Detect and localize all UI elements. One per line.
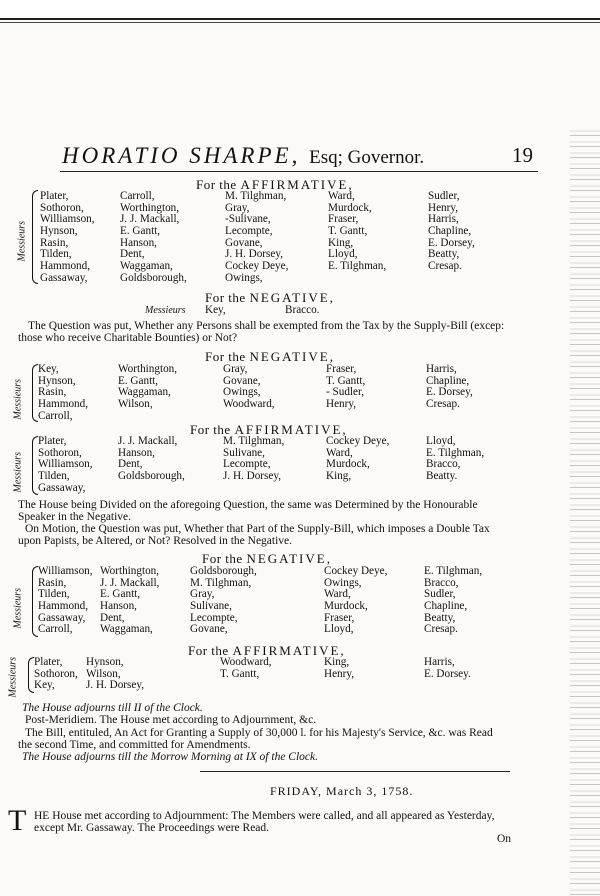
vote-column <box>205 305 226 317</box>
member-name: Lecompte, <box>225 225 273 238</box>
member-name: T. Gantt, <box>326 374 366 387</box>
member-name: Tilden, <box>38 470 70 483</box>
vote-column <box>225 191 288 285</box>
member-name: Murdock, <box>328 201 372 214</box>
member-name: Key, <box>38 363 59 375</box>
member-name: Chapline, <box>426 374 470 387</box>
member-name: M. Tilghman, <box>190 576 252 589</box>
member-name: Govane, <box>225 236 263 249</box>
member-name: Owings, <box>225 271 263 284</box>
vote-column <box>424 566 482 636</box>
member-name: Key, <box>205 304 226 316</box>
member-name: Dent, <box>100 611 125 624</box>
top-border-line <box>0 22 600 23</box>
member-name: Fraser, <box>328 213 359 226</box>
vote-column <box>223 364 275 411</box>
section-title-caps: NEGATIVE, <box>249 349 335 364</box>
member-name: Hanson, <box>118 446 155 459</box>
header-esq: Esq; Governor. <box>309 147 425 168</box>
member-name: Sudler, <box>428 190 460 202</box>
member-name: Rasin, <box>38 576 67 589</box>
section-title-prefix: For the <box>196 177 237 192</box>
member-name: J. J. Mackall, <box>120 213 180 226</box>
member-name: King, <box>324 656 350 668</box>
vote-column <box>223 436 284 483</box>
member-name: Sothoron, <box>40 201 84 214</box>
member-name: Bracco. <box>285 304 320 316</box>
vote-column <box>120 191 187 285</box>
adjourn-note-2: The House adjourns till the Morrow Morning at IX of the Clock. <box>22 751 319 763</box>
member-name: Hynson, <box>38 374 76 387</box>
member-name: King, <box>326 470 352 483</box>
member-name: E. Gantt, <box>118 374 159 387</box>
member-name: Murdock, <box>326 458 370 471</box>
member-name: E. Tilghman, <box>424 565 483 577</box>
section-title-prefix: For the <box>202 551 243 566</box>
messieurs-label: Messieurs <box>12 451 24 493</box>
member-name: Beatty, <box>424 611 456 624</box>
member-name: Hynson, <box>40 225 78 238</box>
member-name: E. Gantt, <box>120 225 161 238</box>
vote-column <box>118 364 177 411</box>
member-name: Cresap. <box>424 623 458 636</box>
member-name: Cockey Deye, <box>326 435 390 447</box>
member-name: Govane, <box>223 374 261 387</box>
question-1-line-2: those who receive Charitable Bounties) or Not? <box>18 332 238 344</box>
member-name: Cresap. <box>426 398 460 411</box>
member-name: Plater, <box>40 190 69 202</box>
member-name: Sothoron, <box>38 446 82 459</box>
member-name: Henry, <box>324 667 355 680</box>
member-name: Tilden, <box>40 248 72 261</box>
top-border <box>0 0 600 20</box>
member-name: - Sudler, <box>326 386 365 399</box>
vote-column <box>285 305 319 317</box>
section-title-prefix: For the <box>190 422 231 437</box>
section-rule <box>200 771 510 772</box>
member-name: Worthington, <box>100 565 160 577</box>
catchword: On <box>497 833 512 845</box>
date-line: FRIDAY, March 3, 1758. <box>270 784 414 798</box>
member-name: M. Tilghman, <box>225 190 287 202</box>
vote-column <box>324 566 387 636</box>
member-name: Fraser, <box>324 611 355 624</box>
member-name: Rasin, <box>40 236 69 249</box>
member-name: Beatty, <box>428 248 460 261</box>
member-name: Gassaway, <box>40 271 88 284</box>
member-name: Lecompte, <box>190 611 238 624</box>
messieurs-label: Messieurs <box>145 305 186 316</box>
member-name: Dent, <box>118 458 143 471</box>
section-title-caps: AFFIRMATIVE, <box>232 643 346 658</box>
member-name: E. Tilghman, <box>328 260 387 273</box>
member-name: Harris, <box>428 213 459 226</box>
motion-line-1: On Motion, the Question was put, Whether that Part of the Supply-Bill, which imposes a Double Tax <box>25 523 490 535</box>
vote-column <box>220 657 272 680</box>
member-name: Williamson, <box>38 565 93 577</box>
vote-column <box>426 364 473 411</box>
section-title-prefix: For the <box>188 643 229 658</box>
messieurs-label: Messieurs <box>12 378 24 420</box>
member-name: Waggaman, <box>120 260 173 273</box>
member-name: Goldsborough, <box>118 470 185 483</box>
member-name: Waggaman, <box>100 623 153 636</box>
section-title-caps: AFFIRMATIVE, <box>240 177 354 192</box>
member-name: Sulivane, <box>223 446 265 459</box>
member-name: Bracco, <box>424 576 459 589</box>
member-name: J. J. Mackall, <box>100 576 160 589</box>
vote-column <box>326 364 365 411</box>
section-title-prefix: For the <box>205 290 246 305</box>
page-edge-shadow <box>570 130 600 896</box>
member-name: Rasin, <box>38 386 67 399</box>
member-name: -Sulivane, <box>225 213 271 226</box>
messieurs-label: Messieurs <box>12 587 24 629</box>
vote-column <box>100 566 159 636</box>
member-name: Williamson, <box>38 458 93 471</box>
member-name: Waggaman, <box>118 386 171 399</box>
member-name: Plater, <box>38 435 67 447</box>
vote-column <box>86 657 144 692</box>
member-name: J. J. Mackall, <box>118 435 178 447</box>
member-name: Ward, <box>324 588 351 601</box>
vote-column <box>326 436 389 483</box>
member-name: Key, <box>34 679 55 692</box>
member-name: E. Dorsey, <box>426 386 473 399</box>
post-meridiem-line: Post-Meridiem. The House met according to Adjournment, &c. <box>25 714 317 726</box>
member-name: Ward, <box>326 446 353 459</box>
bill-line-2: the second Time, and committed for Amendments. <box>18 739 251 751</box>
member-name: Woodward, <box>223 398 275 411</box>
member-name: Fraser, <box>326 363 357 375</box>
member-name: Govane, <box>190 623 228 636</box>
closing-line-1: HE House met according to Adjournment: The Members were called, and all appeared as Yesterday, <box>34 810 495 822</box>
member-name: Gassaway, <box>38 611 86 624</box>
member-name: E. Dorsey. <box>424 667 471 680</box>
member-name: T. Gantt, <box>220 667 260 680</box>
bill-line-1: The Bill, entituled, An Act for Granting a Supply of 30,000 l. for his Majesty's Service, &c. was Read <box>25 727 493 739</box>
vote-column <box>324 657 354 680</box>
member-name: Hammond, <box>38 398 89 411</box>
member-name: Sulivane, <box>190 600 232 613</box>
member-name: Lloyd, <box>324 623 354 636</box>
member-name: Sudler, <box>424 588 456 601</box>
member-name: Gray, <box>190 588 215 601</box>
closing-line-2: except Mr. Gassaway. The Proceedings were Read. <box>34 822 270 834</box>
member-name: Gray, <box>225 201 250 214</box>
header-title: HORATIO SHARPE, <box>62 143 301 168</box>
member-name: Henry, <box>326 398 357 411</box>
member-name: Goldsborough, <box>190 565 257 577</box>
member-name: Worthington, <box>118 363 178 375</box>
member-name: Cresap. <box>428 260 462 273</box>
member-name: Hammond, <box>38 600 89 613</box>
member-name: Tilden, <box>38 588 70 601</box>
section-title-caps: NEGATIVE, <box>246 551 332 566</box>
member-name: Chapline, <box>424 600 468 613</box>
section-title-caps: AFFIRMATIVE, <box>234 422 348 437</box>
vote-column <box>38 436 93 494</box>
member-name: E. Gantt, <box>100 588 141 601</box>
adjourn-note-1: The House adjourns till II of the Clock. <box>22 702 203 714</box>
member-name: M. Tilghman, <box>223 435 285 447</box>
member-name: Chapline, <box>428 225 472 238</box>
section-title-prefix: For the <box>205 349 246 364</box>
motion-line-2: upon Papists, be Altered, or Not? Resolved in the Negative. <box>18 535 293 547</box>
member-name: Carroll, <box>120 190 155 202</box>
member-name: Wilson, <box>86 667 121 680</box>
member-name: Cockey Deye, <box>225 260 289 273</box>
member-name: Beatty. <box>426 470 458 483</box>
brace <box>32 190 38 284</box>
member-name: E. Tilghman, <box>426 446 485 459</box>
member-name: Sothoron, <box>34 667 78 680</box>
vote-column <box>38 566 93 636</box>
member-name: Plater, <box>34 656 63 668</box>
drop-cap: T <box>8 804 27 837</box>
member-name: Hanson, <box>120 236 157 249</box>
member-name: Lecompte, <box>223 458 271 471</box>
vote-column <box>40 191 95 285</box>
member-name: J. H. Dorsey, <box>225 248 284 261</box>
page-header <box>62 143 424 169</box>
member-name: Wilson, <box>118 398 153 411</box>
member-name: Gray, <box>223 363 248 375</box>
member-name: J. H. Dorsey, <box>86 679 145 692</box>
vote-column <box>426 436 484 483</box>
header-rule <box>60 171 538 172</box>
messieurs-label: Messieurs <box>16 220 28 262</box>
vote-column <box>190 566 257 636</box>
member-name: Cockey Deye, <box>324 565 388 577</box>
member-name: Worthington, <box>120 201 180 214</box>
member-name: Carroll, <box>38 409 73 422</box>
member-name: Ward, <box>328 190 355 202</box>
member-name: Hynson, <box>86 656 124 668</box>
member-name: Gassaway, <box>38 481 86 494</box>
member-name: Owings, <box>223 386 261 399</box>
member-name: Hanson, <box>100 600 137 613</box>
member-name: Carroll, <box>38 623 73 636</box>
vote-column <box>424 657 471 680</box>
member-name: Murdock, <box>324 600 368 613</box>
member-name: Dent, <box>120 248 145 261</box>
member-name: Hammond, <box>40 260 91 273</box>
page-number: 19 <box>512 143 533 167</box>
vote-column <box>38 364 88 422</box>
member-name: Woodward, <box>220 656 272 668</box>
question-1-line-1: The Question was put, Whether any Persons shall be exempted from the Tax by the Supply-Bill (excep: <box>28 320 505 332</box>
member-name: E. Dorsey, <box>428 236 475 249</box>
member-name: Goldsborough, <box>120 271 187 284</box>
vote-column <box>118 436 185 483</box>
member-name: Owings, <box>324 576 362 589</box>
member-name: Harris, <box>424 656 455 668</box>
member-name: Lloyd, <box>328 248 358 261</box>
member-name: Henry, <box>428 201 459 214</box>
member-name: Harris, <box>426 363 457 375</box>
section-title-caps: NEGATIVE, <box>249 290 335 305</box>
messieurs-label: Messieurs <box>7 656 19 698</box>
vote-column <box>34 657 78 692</box>
member-name: Bracco, <box>426 458 461 471</box>
member-name: T. Gantt, <box>328 225 368 238</box>
member-name: Lloyd, <box>426 435 456 447</box>
member-name: King, <box>328 236 354 249</box>
division-line-2: Speaker in the Negative. <box>18 511 132 523</box>
member-name: Williamson, <box>40 213 95 226</box>
division-line-1: The House being Divided on the aforegoing Question, the same was Determined by the Honourable <box>18 499 478 511</box>
vote-column <box>328 191 386 273</box>
member-name: J. H. Dorsey, <box>223 470 282 483</box>
vote-column <box>428 191 475 273</box>
